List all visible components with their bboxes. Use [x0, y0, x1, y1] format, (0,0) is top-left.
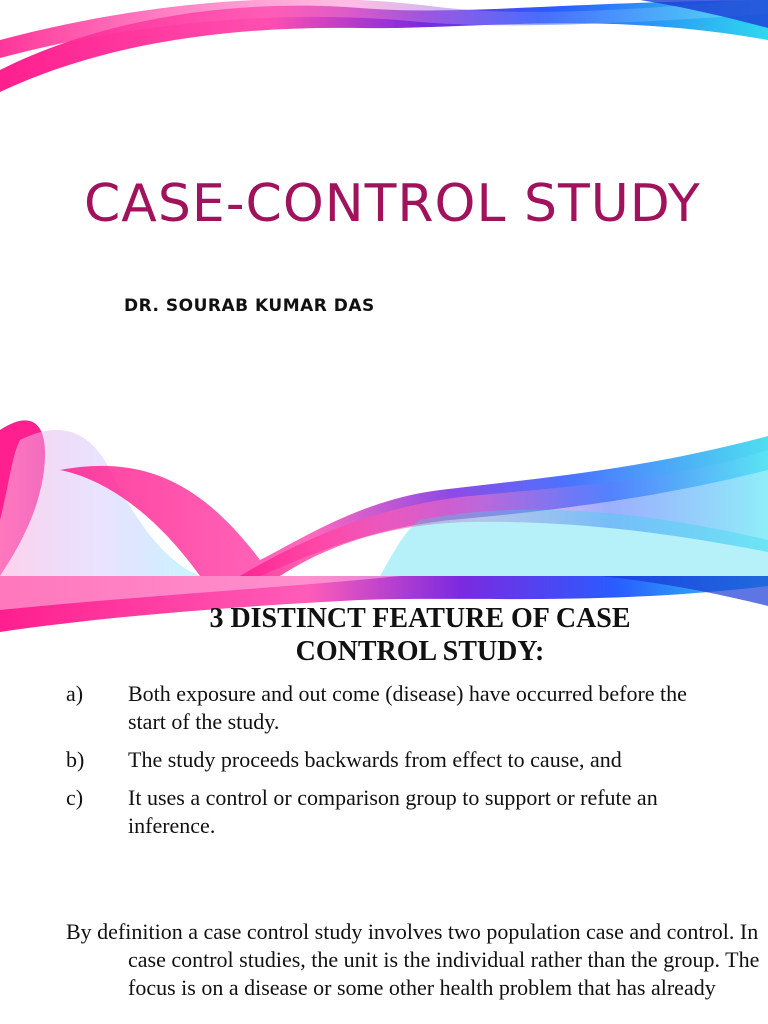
definition-paragraph: By definition a case control study involves two population case and control. In case control studies, the unit is the individual rather than the group. The focus is on a disease or some other health problem that has already: [66, 919, 760, 1000]
list-item: [66, 746, 726, 774]
content-slide: [0, 576, 768, 1024]
list-marker: c): [66, 785, 84, 810]
slide-heading: 3 DISTINCT FEATURE OF CASE CONTROL STUDY:: [209, 603, 631, 667]
feature-list: [66, 680, 726, 850]
list-item-text: The study proceeds backwards from effect to cause, and: [128, 747, 622, 772]
list-item: [66, 680, 726, 736]
presentation-title: CASE-CONTROL STUDY: [84, 174, 701, 234]
author-name: DR. SOURAB KUMAR DAS: [124, 296, 375, 316]
list-marker: b): [66, 747, 85, 772]
list-item-text: It uses a control or comparison group to support or refute an inference.: [128, 785, 658, 838]
list-item-text: Both exposure and out come (disease) have occurred before the start of the study.: [128, 681, 687, 734]
list-item: [66, 784, 726, 840]
list-marker: a): [66, 681, 84, 706]
